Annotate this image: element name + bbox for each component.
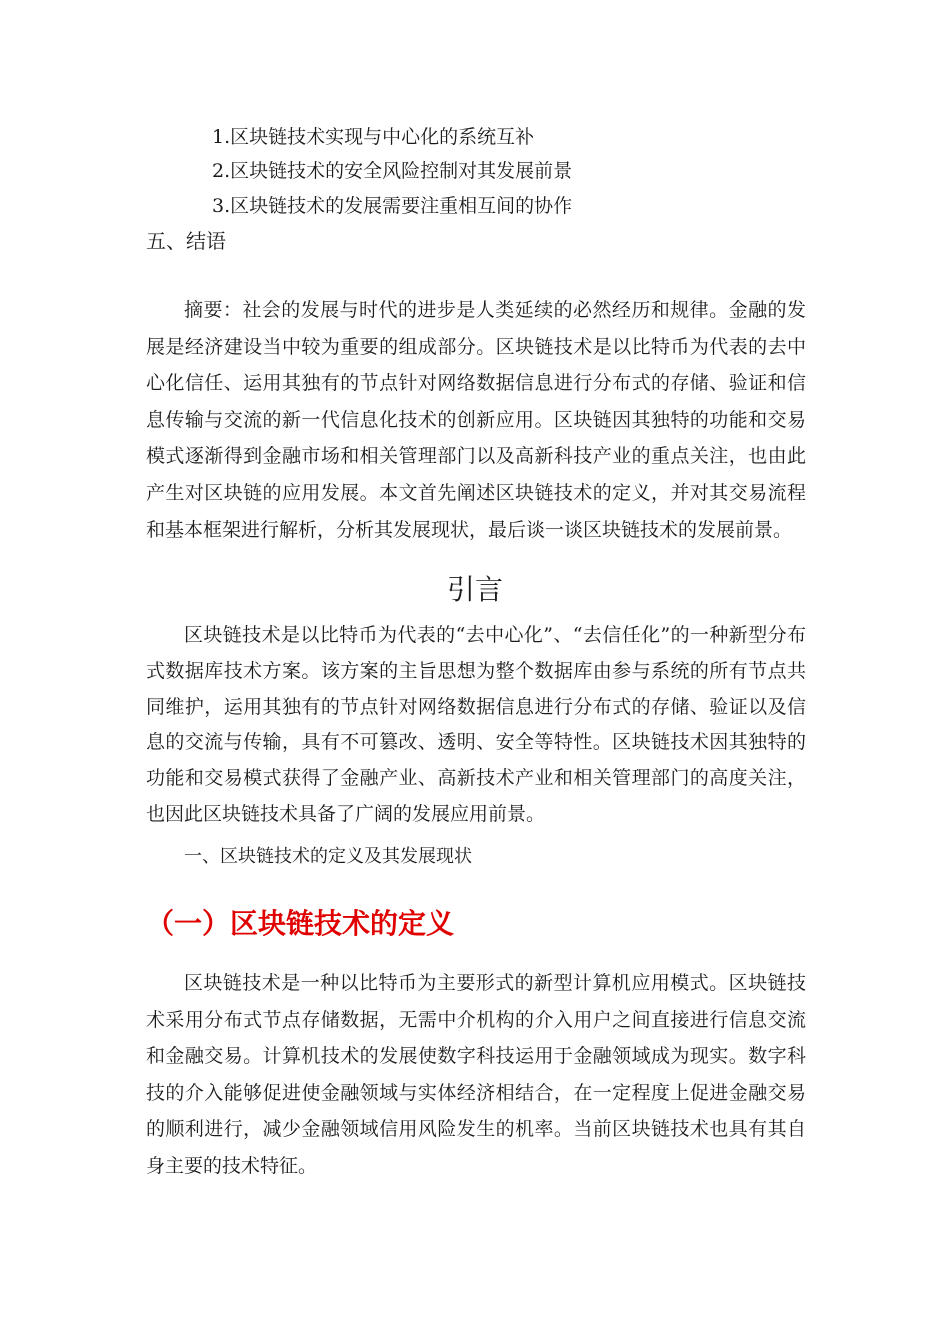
- section1-heading: 一、区块链技术的定义及其发展现状: [184, 846, 472, 867]
- toc-item-1: 1.区块链技术实现与中心化的系统互补: [212, 126, 535, 148]
- abstract-paragraph: 摘要：社会的发展与时代的进步是人类延续的必然经历和规律。金融的发展是经济建设当中较为重要的组成部分。区块链技术是以比特币为代表的去中心化信任、运用其独有的节点针对网络数据信息进行分布式的存储、验证和信息传输与交流的新一代信息化技术的创新应用。区块链因其独特的功能和交易模式逐渐得到金融市场和相关管理部门以及高新科技产业的重点关注，也由此产生对区块链的应用发展。本文首先阐述区块链技术的定义，并对其交易流程和基本框架进行解析，分析其发展现状，最后谈一谈区块链技术的发展前景。: [146, 299, 806, 541]
- toc-item-3: 3.区块链技术的发展需要注重相互间的协作: [212, 195, 573, 217]
- toc-item-2: 2.区块链技术的安全风险控制对其发展前景: [212, 160, 573, 182]
- definition-paragraph: 区块链技术是一种以比特币为主要形式的新型计算机应用模式。区块链技术采用分布式节点存储数据，无需中介机构的介入用户之间直接进行信息交流和金融交易。计算机技术的发展使数字科技运用于金融领域成为现实。数字科技的介入能够促进使金融领域与实体经济相结合，在一定程度上促进金融交易的顺利进行，减少金融领域信用风险发生的机率。当前区块链技术也具有其自身主要的技术特征。: [146, 972, 806, 1177]
- definition-heading: （一）区块链技术的定义: [146, 907, 455, 940]
- intro-title: 引言: [446, 573, 503, 606]
- intro-paragraph: 区块链技术是以比特币为代表的“去中心化”、“去信任化”的一种新型分布式数据库技术方案。该方案的主旨思想为整个数据库由参与系统的所有节点共同维护，运用其独有的节点针对网络数据信息进行分布式的存储、验证以及信息的交流与传输，具有不可篡改、透明、安全等特性。区块链技术因其独特的功能和交易模式获得了金融产业、高新技术产业和相关管理部门的高度关注，也因此区块链技术具备了广阔的发展应用前景。: [146, 624, 806, 825]
- toc-conclusion-heading: 五、结语: [146, 229, 226, 253]
